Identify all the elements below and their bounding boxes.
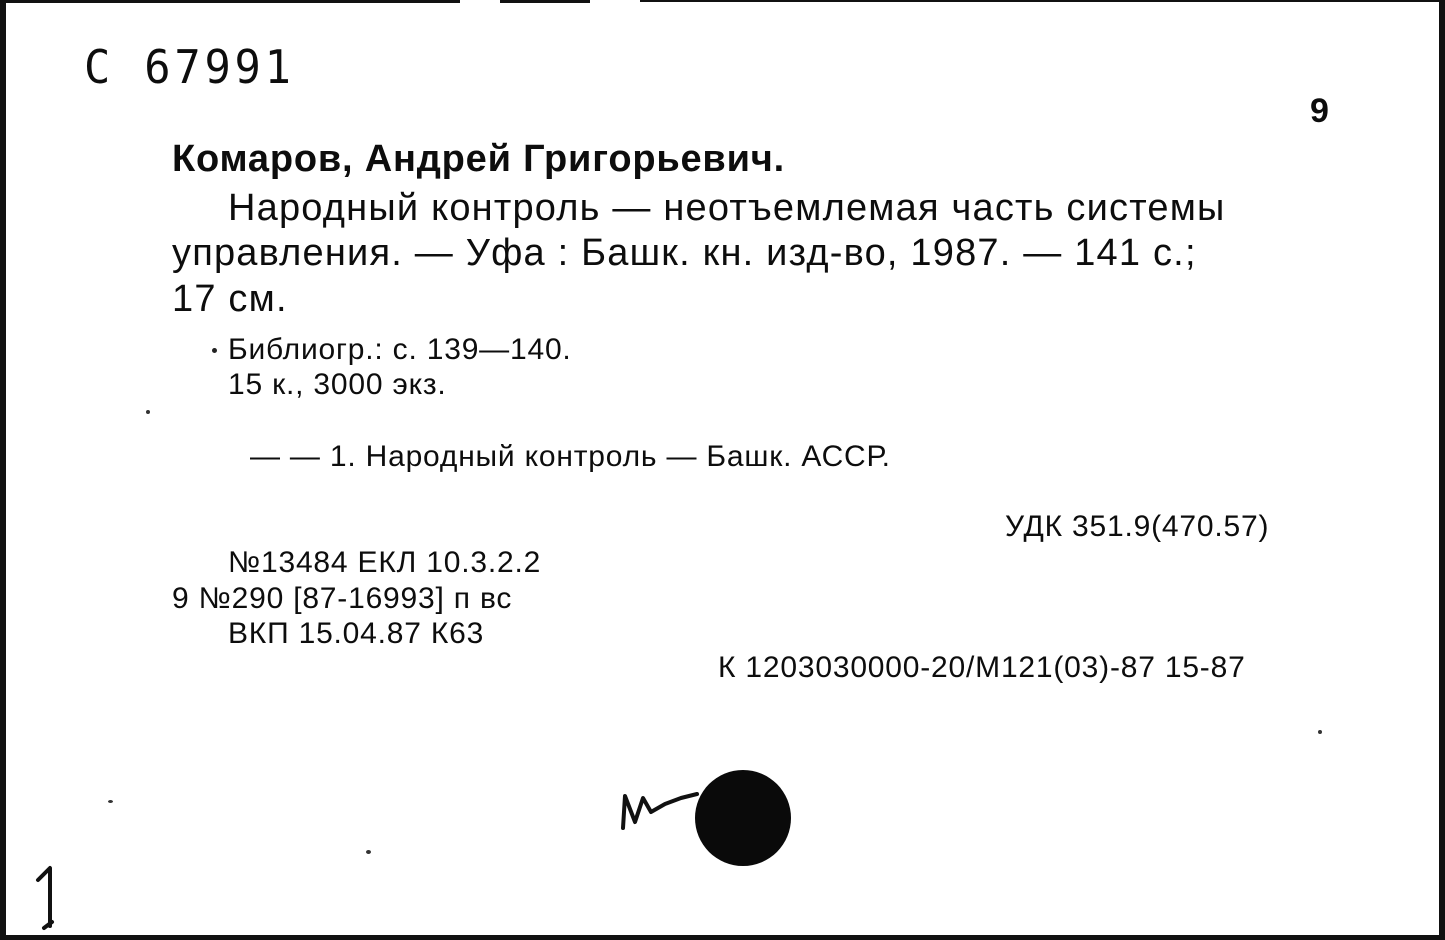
scan-border-bottom <box>0 935 1445 940</box>
tech-line-1: №13484 ЕКЛ 10.3.2.2 <box>228 546 542 579</box>
scan-border-right <box>1439 0 1445 940</box>
bullet-dot <box>212 348 217 353</box>
scan-border-left <box>0 0 6 940</box>
call-number: С 67991 <box>84 40 295 94</box>
handwritten-scribble-icon <box>617 782 707 832</box>
price-copies: 15 к., 3000 экз. <box>228 368 447 401</box>
tech-line-3: ВКП 15.04.87 К63 <box>228 617 485 650</box>
udc-code: УДК 351.9(470.57) <box>1005 510 1270 543</box>
scan-border-top-left <box>0 0 460 3</box>
scan-speck <box>366 850 371 854</box>
bibliography-note: Библиогр.: с. 139—140. <box>228 333 572 366</box>
handwritten-one-icon <box>30 862 64 934</box>
scan-border-top-mid <box>500 0 590 3</box>
tech-line-2: 9 №290 [87-16993] п вс <box>172 582 513 615</box>
title-line-3: 17 см. <box>172 278 288 320</box>
scan-speck <box>146 410 150 414</box>
card-number: 9 <box>1310 92 1330 130</box>
title-line-2: управления. — Уфа : Башк. кн. изд-во, 1987. — 141 с.; <box>172 232 1197 274</box>
scan-speck <box>1318 730 1322 734</box>
author-heading: Комаров, Андрей Григорьевич. <box>172 138 785 180</box>
title-line-1: Народный контроль — неотъемлемая часть системы <box>228 187 1226 229</box>
punch-hole-icon <box>695 770 791 866</box>
classification-code: К 1203030000-20/М121(03)-87 15-87 <box>718 651 1246 684</box>
scan-speck <box>108 800 113 803</box>
scan-border-top-right <box>640 0 1445 2</box>
subject-heading: — — 1. Народный контроль — Башк. АССР. <box>250 440 891 473</box>
